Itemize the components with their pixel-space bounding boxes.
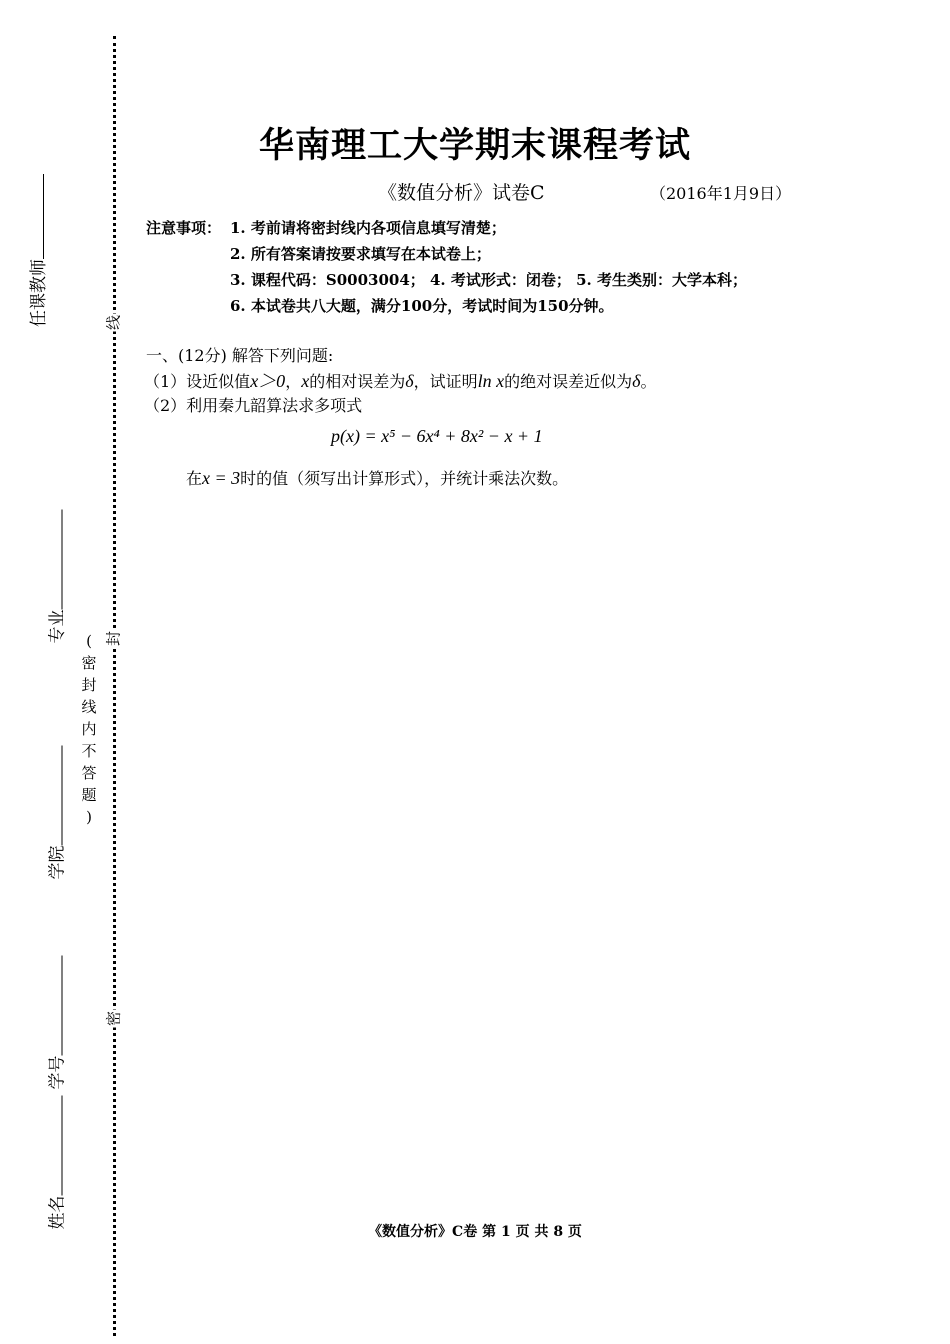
text-run: ， — [285, 372, 302, 391]
text-run: 在 — [186, 469, 203, 488]
seal-note-char: 答 — [81, 764, 97, 782]
field-student-id-label: 学号 — [47, 1055, 68, 1090]
field-college-blank[interactable] — [62, 746, 63, 846]
seal-note-char: 内 — [81, 720, 97, 738]
exam-date: （2016年1月9日） — [650, 184, 792, 203]
text-run: ，试证明 — [413, 372, 478, 391]
field-teacher — [24, 174, 49, 327]
field-college — [43, 746, 68, 880]
seal-note-char: 线 — [81, 698, 97, 716]
math-run: δ — [405, 371, 414, 391]
math-run: x = 3 — [202, 468, 241, 488]
seal-note — [80, 630, 98, 828]
field-name — [43, 1096, 68, 1230]
note-item: 2. 所有答案请按要求填写在本试卷上； — [230, 245, 491, 263]
field-teacher-blank[interactable] — [43, 174, 44, 259]
seal-dotted-line — [113, 36, 116, 1336]
math-run: x — [301, 371, 310, 391]
question-1-part-2: （2）利用秦九韶算法求多项式 — [144, 396, 363, 415]
note-item: 1. 考前请将密封线内各项信息填写清楚； — [230, 219, 506, 237]
field-major-label: 专业 — [47, 609, 68, 644]
question-1-heading: 一、(12分) 解答下列问题: — [146, 346, 334, 365]
question-1-part-3 — [186, 466, 568, 489]
question-1-part-1 — [144, 367, 657, 393]
seal-note-char: ( — [86, 632, 92, 650]
polynomial-formula — [331, 426, 543, 448]
field-student-id — [43, 956, 68, 1090]
text-run: （1）设近似值 — [144, 372, 251, 391]
note-item: 6. 本试卷共八大题，满分100分，考试时间为150分钟。 — [230, 297, 614, 315]
notes-label: 注意事项： — [146, 219, 222, 237]
seal-char-mi: 密 — [104, 1011, 123, 1027]
exam-subtitle: 《数值分析》试卷C — [378, 182, 545, 204]
math-run: δ — [632, 371, 641, 391]
field-college-label: 学院 — [47, 845, 68, 880]
text-run: 时的值（须写出计算形式），并统计乘法次数。 — [240, 469, 569, 488]
note-item: 3. 课程代码：S0003004； 4. 考试形式：闭卷； 5. 考生类别：大学本科； — [230, 271, 747, 289]
field-major — [43, 510, 68, 644]
seal-char-feng: 封 — [104, 631, 123, 647]
field-major-blank[interactable] — [62, 510, 63, 610]
field-name-label: 姓名 — [47, 1195, 68, 1230]
field-name-blank[interactable] — [62, 1096, 63, 1196]
seal-char-xian: 线 — [104, 315, 123, 331]
seal-note-char: 题 — [81, 786, 97, 804]
seal-note-char: 不 — [81, 742, 97, 760]
seal-note-char: 密 — [81, 654, 97, 672]
math-run: ln x — [477, 371, 505, 391]
text-run: 的相对误差为 — [309, 372, 406, 391]
field-student-id-blank[interactable] — [62, 956, 63, 1056]
text-run: 的绝对误差近似为 — [504, 372, 633, 391]
seal-note-char: ) — [86, 808, 92, 826]
seal-note-char: 封 — [81, 676, 97, 694]
page-title: 华南理工大学期末课程考试 — [258, 125, 691, 166]
text-run: 。 — [640, 372, 657, 391]
field-teacher-label: 任课教师 — [29, 259, 49, 327]
math-run: x＞0 — [250, 371, 286, 391]
page-footer: 《数值分析》C卷 第 1 页 共 8 页 — [368, 1224, 582, 1240]
formula-text: p(x) = x⁵ − 6x⁴ + 8x² − x + 1 — [331, 426, 543, 446]
